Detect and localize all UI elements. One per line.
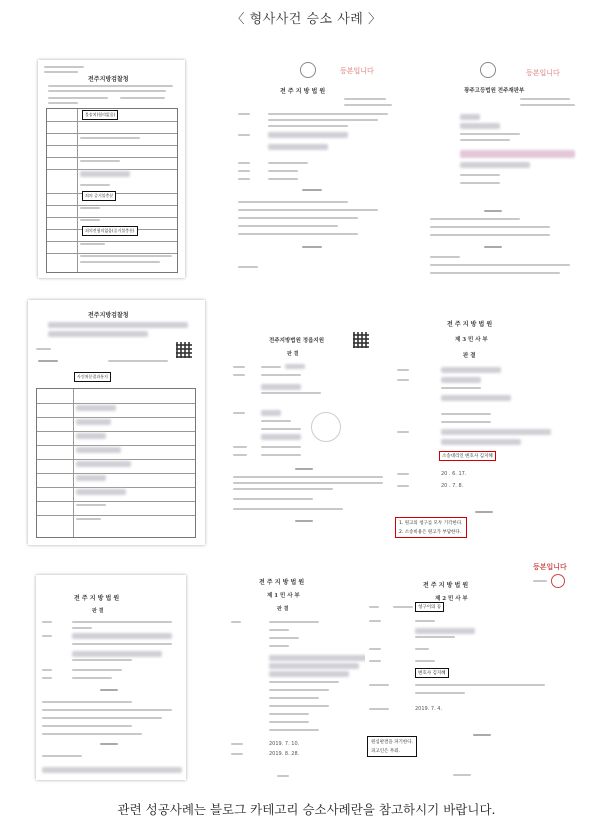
highlight-box: 사건처분결과통지	[74, 372, 111, 382]
highlight-box	[367, 736, 417, 757]
ruling-line-1: 1. 원고의 청구를 모두 기각한다.	[399, 521, 463, 526]
document-subheader: 판 결	[287, 351, 299, 357]
document-subheader: 제 2 민 사 부	[435, 596, 468, 602]
page-footer-note: 관련 성공사례는 블로그 카테고리 승소사례란을 참고하시기 바랍니다.	[117, 802, 496, 817]
highlight-box-red: 소송대리인 변호사 김지혜	[439, 451, 496, 461]
document-subheader: 판 결	[463, 353, 476, 359]
document-header: 전 주 지 방 법 원	[259, 579, 305, 586]
highlight-box: 청구이의 등	[415, 602, 444, 612]
certified-copy-stamp: 등본입니다	[526, 69, 560, 77]
ruling-line-2: 피고인은 무죄.	[371, 749, 400, 754]
document-header: 전주지방법원 정읍지원	[269, 338, 325, 344]
highlight-box: 불송치(혐의없음)	[82, 110, 118, 120]
date-text: 20 . 7. 8.	[441, 483, 464, 489]
ruling-line-1: 원심판결을 파기한다.	[371, 740, 413, 745]
document-header: 전 주 지 방 법 원	[447, 321, 493, 328]
document-subheader: 제 1 민 사 부	[267, 593, 300, 599]
certified-copy-stamp: 등본입니다	[340, 67, 374, 75]
document-civil-ruling-3	[385, 315, 585, 550]
certified-copy-stamp: 등본입니다	[533, 563, 567, 571]
date-text: 2019. 8. 28.	[269, 751, 300, 757]
document-header: 광주고등법원 전주재판부	[464, 88, 525, 94]
date-text: 2019. 7. 4.	[415, 706, 443, 712]
document-court-ruling-1	[228, 58, 396, 283]
document-civil-ruling-1	[225, 575, 375, 785]
document-subheader: 판 결	[277, 606, 289, 612]
document-court-ruling-2	[36, 575, 186, 780]
date-text: 2019. 7. 10.	[269, 741, 300, 747]
date-text: 20 . 6. 17.	[441, 471, 467, 477]
highlight-box: 죄의견혐의없음(증거불충분)	[82, 226, 138, 236]
document-high-court-ruling	[420, 58, 580, 288]
document-prosecutor-notice-2	[28, 300, 205, 545]
document-header: 전 주 지 방 법 원	[280, 88, 326, 95]
document-header: 전주지방검찰청	[88, 312, 129, 319]
document-branch-court-ruling	[225, 330, 390, 530]
document-header: 전주지방검찰청	[88, 76, 129, 83]
document-civil-ruling-2	[365, 560, 585, 785]
document-subheader: 제 3 민 사 부	[455, 337, 488, 343]
highlight-box: 죄의 증거불충분	[82, 191, 116, 201]
document-prosecutor-notice-1	[38, 60, 185, 278]
document-subheader: 판 결	[92, 608, 104, 614]
document-header: 전 주 지 방 법 원	[423, 582, 469, 589]
highlight-box: 변호사 김지혜	[415, 668, 449, 678]
ruling-line-2: 2. 소송비용은 원고가 부담한다.	[399, 530, 462, 535]
document-header: 전 주 지 방 법 원	[74, 595, 120, 602]
highlight-box-red	[395, 517, 467, 538]
page-title: 〈 형사사건 승소 사례 〉	[231, 12, 382, 27]
